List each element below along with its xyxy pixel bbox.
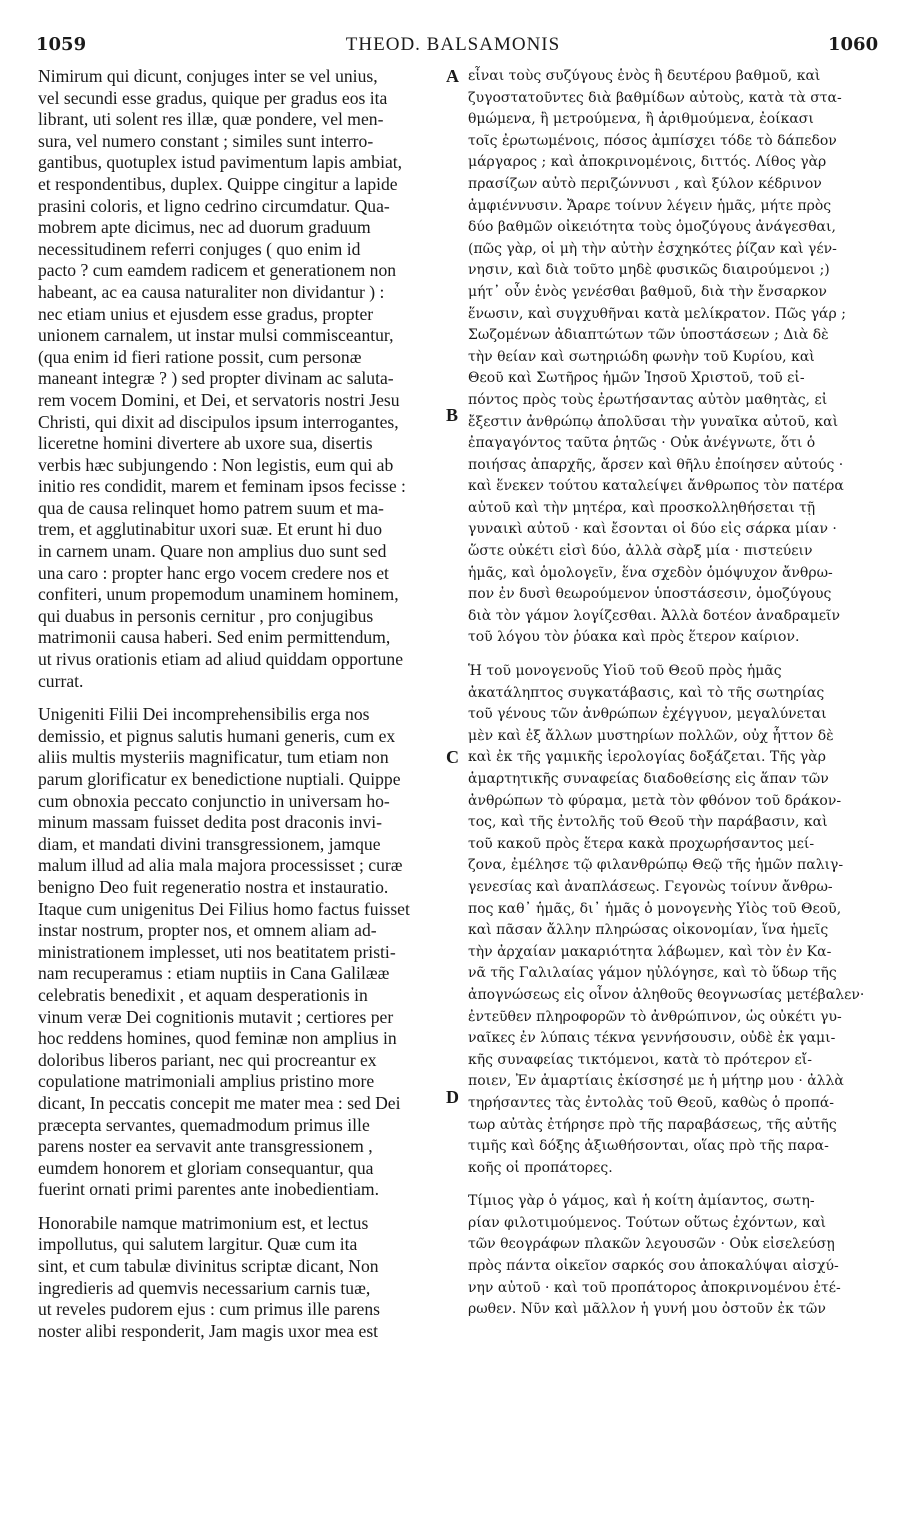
greek-text-line: διὰ τὸν γάμον λογίζεσθαι. Ἀλλὰ δοτέον ἀναδραμεῖν	[468, 607, 840, 624]
latin-text-line: mobrem apte dicimus, nec ad duorum graduum	[38, 217, 371, 238]
greek-text-line: ἡμᾶς, καὶ ὁμολογεῖν, ἕνα σχεδὸν ὁμόψυχον ἄνθρω-	[468, 564, 833, 581]
greek-column	[468, 66, 878, 1321]
latin-text-line: maneant integræ ? ) sed propter divinam ac saluta-	[38, 368, 394, 389]
latin-text-line: ut rivus orationis etiam ad aliud quiddam opportune	[38, 649, 404, 670]
greek-text-line: πρὸς πάντα οἰκεῖον σαρκός σου ἀποκαλύψαι αἰσχύ-	[468, 1258, 839, 1275]
latin-text-line: Nimirum qui dicunt, conjuges inter se vel unius,	[38, 66, 378, 86]
latin-text-line: dicant, In peccatis concepit me mater mea : sed Dei	[38, 1092, 401, 1113]
latin-text-line: pacto ? cum eamdem radicem et generationem non	[38, 260, 397, 281]
greek-text-line: νᾶ τῆς Γαλιλαίας γάμον ηὐλόγησε, καὶ τὸ ὕδωρ τῆς	[468, 965, 837, 982]
greek-text-line: Τίμιος γὰρ ὁ γάμος, καὶ ἡ κοίτη ἀμίαντος, σωτη-	[468, 1193, 815, 1210]
latin-text-line: rem vocem Domini, et Dei, et servatoris nostri Jesu	[38, 389, 400, 410]
greek-text-line: ἀμφιέννυσιν. Ἄραρε τοίνυν λέγειν ἡμᾶς, μήτε πρὸς	[468, 197, 832, 214]
latin-text-line: trem, et agglutinabitur uxori suæ. Et erunt hi duo	[38, 519, 382, 540]
right-page-number: 1060	[828, 34, 879, 55]
latin-text-line: copulatione matrimoniali amplius pristino more	[38, 1071, 375, 1092]
greek-paragraph	[468, 661, 878, 1179]
greek-text-line: μὲν καὶ ἐξ ἄλλων μυστηρίων πολλῶν, οὐχ ἧττον δὲ	[468, 727, 834, 744]
greek-text-line: τοῖς ἐρωτωμένοις, πόσος ἀμπίσχει τόδε τὸ δάπεδον	[468, 132, 837, 149]
latin-text-line: vel secundi esse gradus, quique per gradus eos ita	[38, 87, 388, 108]
page-header	[0, 0, 906, 64]
greek-text-line: ποιήσας ἀπαρχῆς, ἄρσεν καὶ θῆλυ ἐποίησεν αὐτούς ·	[468, 456, 844, 473]
latin-text-line: præcepta servantes, quemadmodum primus ille	[38, 1114, 370, 1135]
greek-text-line: ἐντεῦθεν πληροφορῶν τὸ ἀνθρώπινον, ὡς οὐκέτι γυ-	[468, 1008, 842, 1025]
greek-text-line: δύο βαθμῶν οἰκειότητα τοὺς ὁμοζύγους ἀνάγεσθαι,	[468, 219, 836, 236]
greek-text-line: ναῖκες ἐν λύπαις τέκνα γεννήσουσιν, οὐδὲ ἐκ γαμι-	[468, 1030, 836, 1047]
latin-text-line: doloribus liberos pariant, nec qui procreantur ex	[38, 1049, 377, 1070]
latin-text-line: gantibus, quotuplex istud pavimentum lapis ambiat,	[38, 152, 403, 173]
greek-text-line: ἔξεστιν ἀνθρώπῳ ἀπολῦσαι τὴν γυναῖκα αὐτοῦ, καὶ	[468, 413, 839, 430]
latin-text-line: demissio, et pignus salutis humani generis, cum ex	[38, 725, 396, 746]
latin-text-line: initio res condidit, marem et feminam ipsos fecisse :	[38, 476, 406, 497]
greek-text-line: ρίαν φιλοτιμούμενος. Τούτων οὕτως ἐχόντων, καὶ	[468, 1214, 827, 1231]
greek-text-line: ποιεν, Ἐν ἁμαρτίαις ἐκίσσησέ με ἡ μήτηρ μου · ἀλλὰ	[468, 1073, 844, 1090]
greek-text-line: τοῦ γένους τῶν ἀνθρώπων ἐχέγγυον, μεγαλύνεται	[468, 706, 827, 723]
greek-text-line: τὴν ἀρχαίαν μακαριότητα λάβωμεν, καὶ τὸν ἐν Κα-	[468, 943, 832, 960]
latin-text-line: unionem carnalem, ut instar mulsi commisceantur,	[38, 325, 394, 346]
latin-text-line: impollutus, qui salutem largitur. Quæ cum ita	[38, 1234, 358, 1255]
latin-text-line: librant, uti solent res illæ, quæ pondere, vel men-	[38, 109, 384, 130]
latin-text-line: ut reveles pudorem ejus : cum primus ille parens	[38, 1299, 381, 1320]
latin-text-line: nec etiam unius et ejusdem esse gradus, propter	[38, 303, 374, 324]
paragraph-gap	[38, 692, 442, 704]
latin-paragraph	[38, 704, 442, 1201]
greek-text-line: εἶναι τοὺς συζύγους ἑνὸς ἢ δευτέρου βαθμοῦ, καὶ	[468, 68, 821, 84]
latin-text-line: necessitudinem referri conjuges ( quo enim id	[38, 238, 361, 259]
latin-text-line: matrimonii causa haberi. Sed enim permittendum,	[38, 627, 391, 648]
greek-text-line: κῆς συναφείας τικτόμενοι, κατὰ τὸ πρότερον εἴ-	[468, 1051, 813, 1068]
greek-text-line: (πῶς γὰρ, οἱ μὴ τὴν αὐτὴν ἐσχηκότες ῥίζαν καὶ γέν-	[468, 240, 837, 257]
greek-text-line: ἕνωσιν, καὶ συγχυθῆναι κατὰ μελίκρατον. Πῶς γάρ ;	[468, 305, 846, 322]
left-page-number: 1059	[36, 34, 87, 55]
greek-text-line: ἀνθρώπων τὸ φύραμα, μετὰ τὸν φθόνον τοῦ δράκον-	[468, 792, 842, 809]
latin-text-line: sura, vel numero constant ; similes sunt interro-	[38, 130, 374, 151]
latin-text-line: qui duabus in personis cernitur , pro conjugibus	[38, 605, 374, 626]
running-title: THEOD. BALSAMONIS	[345, 34, 561, 55]
latin-text-line: noster alibi responderit, Jam magis uxor mea est	[38, 1320, 379, 1341]
latin-text-line: vinum veræ Dei cognitionis mutavit ; certiores per	[38, 1006, 394, 1027]
latin-text-line: minum massam fuisset dedita post draconis invi-	[38, 812, 383, 833]
greek-text-line: τοῦ λόγου τὸν ῥύακα καὶ πρὸς ἕτερον καίριον.	[468, 629, 800, 646]
greek-text-line: νην αὐτοῦ · καὶ τοῦ προπάτορος ἀποκρινομένου ἑτέ-	[468, 1279, 841, 1296]
latin-text-line: Unigeniti Filii Dei incomprehensibilis erga nos	[38, 704, 370, 725]
latin-text-line: et respondentibus, duplex. Quippe cingitur a lapide	[38, 173, 398, 194]
latin-text-line: instar nostrum, propter nos, et omnem aliam ad-	[38, 920, 377, 941]
latin-paragraph	[38, 66, 442, 692]
latin-text-line: currat.	[38, 670, 84, 691]
latin-column	[38, 66, 442, 1342]
greek-text-line: ρωθεν. Νῦν καὶ μᾶλλον ἡ γυνή μου ὀστοῦν ἐκ τῶν	[468, 1301, 826, 1318]
greek-text-line: Θεοῦ καὶ Σωτῆρος ἡμῶν Ἰησοῦ Χριστοῦ, τοῦ εἰ-	[468, 370, 805, 387]
greek-text-line: θμώμενα, ἢ μετρούμενα, ἢ ἀριθμούμενα, ἐοίκασι	[468, 111, 814, 128]
greek-text-line: ἀπογνώσεως εἰς οἶνον ἀληθοῦς θεογνωσίας μετέβαλεν·	[468, 986, 865, 1003]
greek-text-line: ζυγοστατοῦντες διὰ βαθμίδων αὐτοὺς, κατὰ τὰ στα-	[468, 89, 842, 106]
latin-text-line: malum illud ad alia mala majora processisset ; curæ	[38, 855, 403, 876]
greek-text-line: καὶ ἐκ τῆς γαμικῆς ἱερολογίας δοξάζεται. Τῆς γὰρ	[468, 749, 826, 766]
greek-text-line: αὐτοῦ καὶ τὴν μητέρα, καὶ προσκολληθήσεται τῇ	[468, 499, 816, 516]
latin-text-line: qua de causa relinquet homo patrem suum et ma-	[38, 497, 384, 518]
section-marker-d: D	[446, 1087, 459, 1107]
latin-text-line: in carnem unam. Quare non amplius duo sunt sed	[38, 541, 387, 562]
section-marker-c: C	[446, 747, 459, 767]
greek-text-line: τος, καὶ τῆς ἐντολῆς τοῦ Θεοῦ τὴν παράβασιν, καὶ	[468, 814, 828, 831]
greek-text-line: ἁμαρτητικῆς συναφείας διαδοθείσης εἰς ἅπαν τῶν	[468, 771, 829, 787]
latin-text-line: habeant, ac ea causa naturaliter non dividantur ) :	[38, 281, 385, 302]
latin-paragraph	[38, 1213, 442, 1343]
greek-text-line: πον ἐν δυσὶ θεωρούμενον ὑποστάσεσιν, ὁμοζύγους	[468, 586, 832, 603]
greek-text-line: πος καθ᾽ ἡμᾶς, δι᾽ ἡμᾶς ὁ μονογενὴς Υἱὸς τοῦ Θεοῦ,	[468, 900, 842, 917]
latin-text-line: verbis hæc subjungendo : Non legistis, eum qui ab	[38, 454, 394, 475]
section-marker-b: B	[446, 405, 459, 425]
greek-text-line: γενεσίας καὶ ἀναπλάσεως. Γεγονὼς τοίνυν ἄνθρω-	[468, 878, 833, 895]
latin-text-line: diam, et mandati divini transgressionem, jamque	[38, 833, 381, 854]
latin-text-line: fuerint ornati primi parentes ante inobedientiam.	[38, 1179, 380, 1200]
greek-text-line: νησιν, καὶ διὰ τοῦτο μηδὲ φυσικῶς διαιρούμενοι ;)	[468, 262, 830, 279]
greek-paragraph	[468, 66, 878, 649]
latin-text-line: sint, et cum tabulæ divinitus scriptæ dicant, Non	[38, 1256, 379, 1277]
latin-text-line: parum glorificatur ex benedictione nuptiali. Quippe	[38, 769, 401, 789]
greek-text-line: γυναικὶ αὐτοῦ · καὶ ἔσονται οἱ δύο εἰς σάρκα μίαν ·	[468, 521, 837, 538]
greek-paragraph	[468, 1191, 878, 1321]
greek-text-line: ὥστε οὐκέτι εἰσὶ δύο, ἀλλὰ σὰρξ μία · πιστεύειν	[468, 543, 813, 560]
latin-text-line: confiteri, unum propemodum unaminem hominem,	[38, 584, 399, 605]
latin-text-line: ministrationem implesset, uti nos beatitatem pristi-	[38, 941, 396, 962]
latin-text-line: Itaque cum unigenitus Dei Filius homo factus fuisset	[38, 898, 410, 919]
latin-text-line: (qua enim id fieri ratione possit, cum personæ	[38, 346, 362, 367]
paragraph-gap	[468, 1179, 878, 1191]
latin-text-line: parens noster ea servavit ante transgressionem ,	[38, 1136, 373, 1157]
greek-text-line: ζονα, ἐμέλησε τῷ φιλανθρώπῳ Θεῷ τῆς ἡμῶν παλιγ-	[468, 857, 844, 874]
greek-text-line: τωρ αὐτὰς ἐτήρησε πρὸ τῆς παραβάσεως, τῆς αὐτῆς	[468, 1116, 837, 1133]
latin-text-line: eumdem honorem et gloriam consequantur, qua	[38, 1157, 374, 1178]
latin-text-line: prasini coloris, et ligno cedrino circumdatur. Qua-	[38, 195, 390, 216]
section-marker-a: A	[446, 66, 459, 86]
latin-text-line: benigno Deo fuit regeneratio nostra et instauratio.	[38, 876, 389, 897]
greek-text-line: τῶν θεογράφων πλακῶν λεγουσῶν · Οὐκ εἰσελεύσῃ	[468, 1236, 835, 1253]
greek-text-line: ἐπαγαγόντος ταῦτα ῥητῶς · Οὐκ ἀνέγνωτε, ὅτι ὁ	[468, 435, 816, 452]
greek-text-line: τηρήσαντες τὰς ἐντολὰς τοῦ Θεοῦ, καθὼς ὁ προπά-	[468, 1094, 835, 1111]
greek-text-line: μήτ᾽ οὖν ἑνὸς γενέσθαι βαθμοῦ, διὰ τὴν ἔνσαρκον	[468, 283, 827, 300]
greek-text-line: ἀκατάληπτος συγκατάβασις, καὶ τὸ τῆς σωτηρίας	[468, 684, 825, 701]
paragraph-gap	[38, 1201, 442, 1213]
latin-text-line: Christi, qui dixit ad discipulos ipsum interrogantes,	[38, 411, 399, 432]
greek-text-line: Σωζομένων ἀδιαπτώτων τῶν ὑποστάσεων ; Διὰ δὲ	[468, 327, 829, 344]
latin-text-line: liceretne homini divertere ab uxore sua, disertis	[38, 433, 373, 454]
latin-text-line: Honorabile namque matrimonium est, et lectus	[38, 1212, 369, 1233]
latin-text-line: nam recuperamus : etiam nuptiis in Cana Galilææ	[38, 963, 390, 984]
paragraph-gap	[468, 649, 878, 661]
greek-text-line: Ἡ τοῦ μονογενοῦς Υἱοῦ τοῦ Θεοῦ πρὸς ἡμᾶς	[468, 663, 782, 680]
latin-text-line: aliis multis mysteriis magnificatur, tum etiam non	[38, 747, 389, 768]
greek-text-line: πρασίζων αὐτὸ περιζώννυσι , καὶ ξύλον κέδρινον	[468, 175, 822, 192]
greek-text-line: καὶ πᾶσαν ἄλλην πληρώσας οἰκονομίαν, ἵνα ἡμεῖς	[468, 922, 829, 939]
latin-text-line: ingredieris ad quemvis necessarium carnis tuæ,	[38, 1277, 371, 1298]
greek-text-line: μάργαρος ; καὶ ἀποκρινομένοις, διττός. Λίθος γὰρ	[468, 154, 827, 171]
greek-text-line: τὴν θείαν καὶ σωτηριώδη φωνὴν τοῦ Κυρίου, καὶ	[468, 348, 815, 365]
latin-text-line: una caro : propter hanc ergo vocem credere nos et	[38, 562, 389, 583]
greek-text-line: καὶ ἕνεκεν τούτου καταλείψει ἄνθρωπος τὸν πατέρα	[468, 478, 844, 495]
latin-text-line: cum obnoxia peccato conjunctio in universam ho-	[38, 790, 390, 811]
greek-text-line: κοῆς οἱ προπάτορες.	[468, 1159, 613, 1176]
greek-text-line: τιμῆς καὶ δόξης ἀξιωθήσονται, οἵας πρὸ τῆς παρα-	[468, 1138, 829, 1155]
latin-text-line: celebratis benedixit , et aquam desperationis in	[38, 984, 368, 1005]
latin-text-line: hoc reddens homines, quod feminæ non amplius in	[38, 1028, 397, 1049]
greek-text-line: τοῦ κακοῦ πρὸς ἕτερα κακὰ προχωρήσαντος μεί-	[468, 835, 815, 852]
greek-text-line: πόντος πρὸς τοὺς ἐρωτήσαντας αὐτὸν μαθητὰς, εἰ	[468, 391, 828, 408]
